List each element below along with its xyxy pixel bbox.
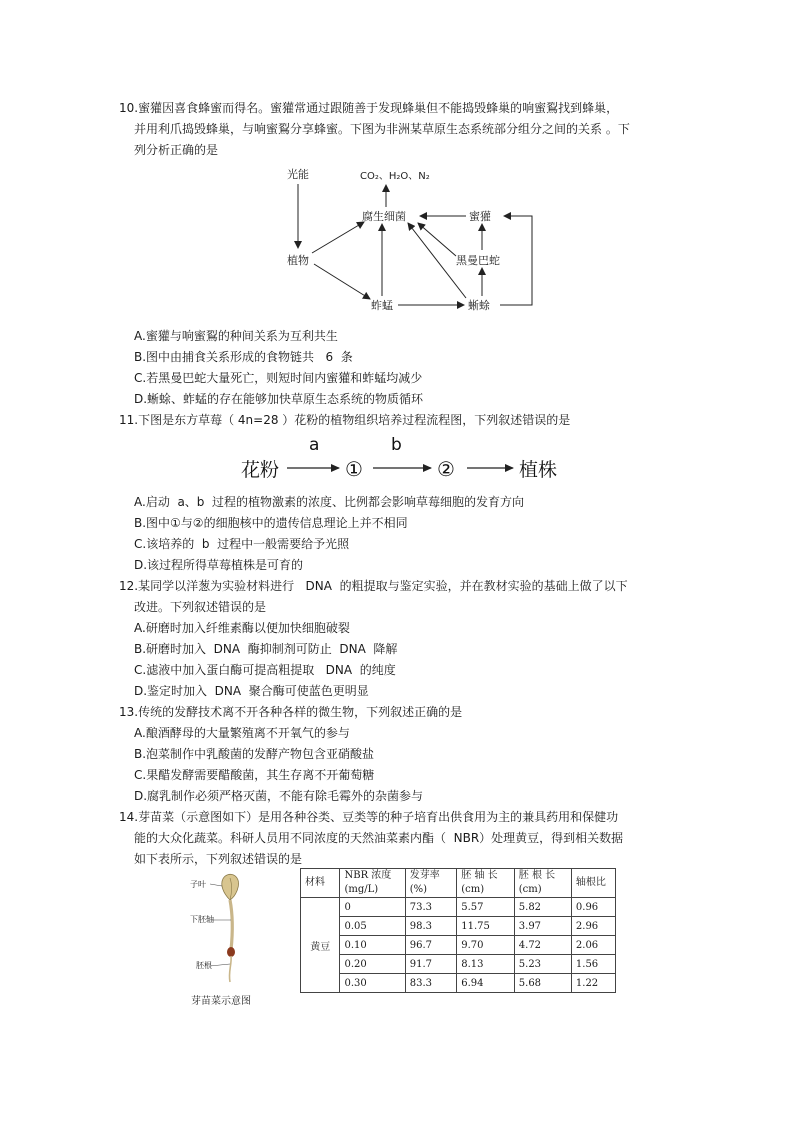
q12-option-c: C.滤液中加入蛋白酶可提高粗提取 DNA 的纯度	[134, 663, 396, 677]
q10-stem-line-2: 并用利爪捣毁蜂巢，与响蜜鴷分享蜂蜜。下图为非洲某草原生态系统部分组分之间的关系 。下	[134, 122, 630, 136]
cell: 1.56	[571, 955, 615, 974]
table-row	[301, 936, 616, 955]
q12-option-a: A.研磨时加入纤维素酶以便加快细胞破裂	[134, 621, 350, 635]
cell: 96.7	[405, 936, 456, 955]
cell: 8.13	[457, 955, 515, 974]
header-material: 材料	[301, 869, 340, 898]
node-gases: CO₂、H₂O、N₂	[360, 171, 430, 182]
q10-option-c: C.若黑曼巴蛇大量死亡，则短时间内蜜獾和蚱蜢均减少	[134, 371, 423, 385]
table-row	[301, 898, 616, 917]
q11-option-c: C.该培养的 b 过程中一般需要给予光照	[134, 537, 350, 551]
node-mamba: 黑曼巴蛇	[456, 254, 500, 267]
cell: 0.96	[571, 898, 615, 917]
nbr-data-table	[300, 868, 616, 993]
node-grasshopper: 蚱蜢	[371, 299, 393, 312]
q10-stem-line-3: 列分析正确的是	[134, 143, 219, 157]
q12-option-b: B.研磨时加入 DNA 酶抑制剂可防止 DNA 降解	[134, 642, 398, 656]
cell: 0.05	[340, 917, 405, 936]
header-germination: 发芽率 (%)	[405, 869, 456, 898]
q14-stem-line-3: 如下表所示，下列叙述错误的是	[134, 852, 303, 866]
cell: 91.7	[405, 955, 456, 974]
node-honey-badger: 蜜獾	[469, 210, 491, 223]
q13-stem: 13.传统的发酵技术离不开各种各样的微生物，下列叙述正确的是	[119, 705, 463, 719]
header-radicle-length: 胚 根 长 (cm)	[514, 869, 571, 898]
q13-option-c: C.果醋发酵需要醋酸菌，其生存离不开葡萄糖	[134, 768, 375, 782]
label-cotyledon: 子叶	[190, 880, 206, 889]
seedling-illustration	[200, 866, 280, 986]
cell: 0.30	[340, 974, 405, 993]
header-hypocotyl-length: 胚 轴 长 (cm)	[457, 869, 515, 898]
cell: 73.3	[405, 898, 456, 917]
cell: 4.72	[514, 936, 571, 955]
table-row	[301, 974, 616, 993]
node-plant: 植物	[287, 254, 309, 267]
q13-option-d: D.腐乳制作必须严格灭菌，不能有除毛霉外的杂菌参与	[134, 789, 424, 803]
cell: 5.23	[514, 955, 571, 974]
cell: 2.96	[571, 917, 615, 936]
flow-label-b: b	[391, 435, 402, 455]
cell: 1.22	[571, 974, 615, 993]
header-nbr: NBR 浓度 (mg/L)	[340, 869, 405, 898]
node-light: 光能	[287, 168, 309, 181]
cell: 3.97	[514, 917, 571, 936]
q10-option-d: D.蜥蜍、蚱蜢的存在能够加快草原生态系统的物质循环	[134, 392, 424, 406]
cell: 6.94	[457, 974, 515, 993]
label-radicle: 胚根	[196, 961, 212, 970]
q13-option-b: B.泡菜制作中乳酸菌的发酵产物包含亚硝酸盐	[134, 747, 375, 761]
q10-option-a: A.蜜獾与响蜜鴷的种间关系为互利共生	[134, 329, 338, 343]
q12-stem-line-2: 改进。下列叙述错误的是	[134, 600, 267, 614]
cell: 0.10	[340, 936, 405, 955]
q10-ecosystem-diagram	[270, 160, 560, 320]
flow-step-2: ②	[437, 457, 455, 481]
q12-stem-line-1: 12.某同学以洋葱为实验材料进行 DNA 的粗提取与鉴定实验，并在教材实验的基础上做了以下	[119, 579, 628, 593]
q12-option-d: D.鉴定时加入 DNA 聚合酶可使蓝色更明显	[134, 684, 369, 698]
node-decomposer: 腐生细菌	[362, 210, 406, 223]
seedling-caption: 芽苗菜示意图	[191, 996, 251, 1007]
q11-flow-diagram	[235, 432, 575, 484]
q10-stem-line-1: 10.蜜獾因喜食蜂蜜而得名。蜜獾常通过跟随善于发现蜂巢但不能捣毁蜂巢的响蜜鴷找到蜂巢，	[119, 101, 619, 115]
cell: 0	[340, 898, 405, 917]
q13-option-a: A.酿酒酵母的大量繁殖离不开氧气的参与	[134, 726, 350, 740]
q11-option-b: B.图中①与②的细胞核中的遗传信息理论上并不相同	[134, 516, 408, 530]
cell: 9.70	[457, 936, 515, 955]
cell: 5.68	[514, 974, 571, 993]
q11-stem: 11.下图是东方草莓（ 4n=28 ）花粉的植物组织培养过程流程图，下列叙述错误的是	[119, 413, 571, 427]
q11-option-d: D.该过程所得草莓植株是可育的	[134, 558, 304, 572]
cell: 83.3	[405, 974, 456, 993]
q10-option-b: B.图中由捕食关系形成的食物链共 6 条	[134, 350, 353, 364]
cell: 5.57	[457, 898, 515, 917]
table-header-row	[301, 869, 616, 898]
flow-label-a: a	[309, 435, 320, 455]
table-row	[301, 955, 616, 974]
q14-stem-line-2: 能的大众化蔬菜。科研人员用不同浓度的天然油菜素内酯（ NBR）处理黄豆，得到相关数据	[134, 831, 624, 845]
header-ratio: 轴根比	[571, 869, 615, 898]
node-lizard: 蜥蜍	[468, 299, 490, 312]
cell: 0.20	[340, 955, 405, 974]
cell: 5.82	[514, 898, 571, 917]
flow-pollen: 花粉	[241, 459, 280, 481]
cell: 2.06	[571, 936, 615, 955]
cell-material: 黄豆	[301, 898, 340, 993]
table-row	[301, 917, 616, 936]
q14-stem-line-1: 14.芽苗菜（示意图如下）是用各种谷类、豆类等的种子培育出供食用为主的兼具药用和保健功	[119, 810, 619, 824]
cell: 98.3	[405, 917, 456, 936]
cell: 11.75	[457, 917, 515, 936]
q11-option-a: A.启动 a、b 过程的植物激素的浓度、比例都会影响草莓细胞的发育方向	[134, 495, 525, 509]
flow-plant: 植株	[519, 459, 558, 481]
flow-step-1: ①	[345, 457, 363, 481]
label-hypocotyl: 下胚轴	[190, 915, 214, 924]
